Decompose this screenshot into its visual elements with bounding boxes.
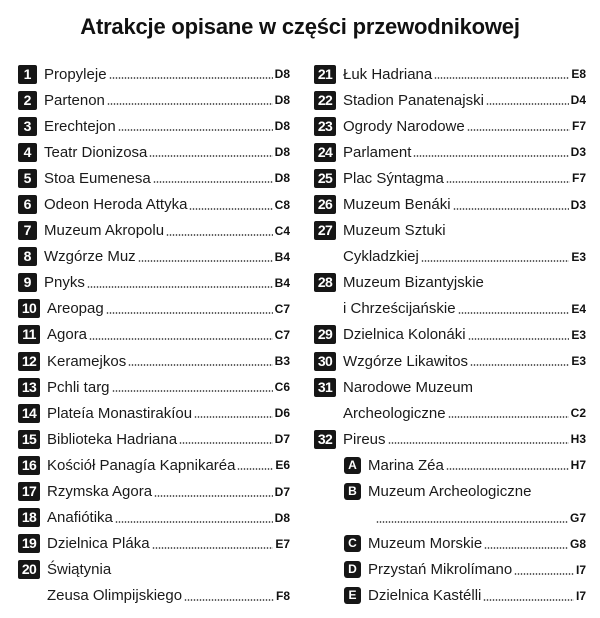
dot-leader	[467, 129, 570, 131]
attraction-name: Przystań Mikrolímano	[368, 561, 513, 579]
attraction-name: Marina Zéa	[368, 456, 444, 474]
attraction-name: Muzeum Bizantyjskie	[343, 274, 484, 292]
dot-leader	[446, 181, 570, 183]
attraction-name: Dzielnica Pláka	[47, 535, 150, 553]
number-badge: 5	[18, 169, 37, 188]
list-item	[18, 452, 290, 478]
number-badge: 18	[18, 508, 40, 527]
number-badge: 28	[314, 273, 336, 292]
number-badge: 32	[314, 430, 336, 449]
attraction-name: Muzeum Archeologiczne	[368, 483, 532, 501]
list-item	[18, 479, 290, 505]
number-badge: 26	[314, 195, 336, 214]
dot-leader	[112, 390, 273, 392]
map-grid-code: D8	[274, 93, 290, 108]
attraction-name: Odeon Heroda Attyka	[44, 196, 188, 214]
number-badge: 12	[18, 352, 40, 371]
dot-leader	[109, 77, 273, 79]
number-badge: 15	[18, 430, 40, 449]
dot-leader	[388, 442, 569, 444]
number-badge: 20	[18, 560, 40, 579]
dot-leader	[154, 495, 273, 497]
list-item-continuation	[314, 244, 586, 270]
attraction-name: Keramejkos	[47, 352, 127, 370]
attraction-name: Pchli targ	[47, 378, 110, 396]
map-grid-code: B4	[274, 275, 290, 290]
map-grid-code: C7	[274, 327, 290, 342]
attraction-name: Ogrody Narodowe	[343, 117, 465, 135]
dot-leader	[237, 468, 273, 470]
dot-leader	[128, 364, 272, 366]
number-badge: 23	[314, 117, 336, 136]
list-item	[18, 270, 290, 296]
attraction-name: Areopag	[47, 300, 104, 318]
list-item	[18, 87, 290, 113]
map-grid-code: G8	[569, 536, 586, 551]
sub-list-item	[314, 557, 586, 583]
number-badge: 29	[314, 325, 336, 344]
number-badge: 19	[18, 534, 40, 553]
list-item	[18, 374, 290, 400]
list-item	[18, 557, 290, 583]
map-grid-code: D3	[570, 197, 586, 212]
list-item	[314, 374, 586, 400]
list-item	[18, 505, 290, 531]
attraction-name: Muzeum Sztuki	[343, 222, 446, 240]
dot-leader	[453, 208, 569, 210]
number-badge: 10	[18, 299, 40, 318]
list-item	[18, 296, 290, 322]
attraction-name: Plateía Monastirakíou	[47, 404, 193, 422]
dot-leader	[194, 416, 273, 418]
sub-list-item	[314, 452, 586, 478]
list-item	[18, 322, 290, 348]
attractions-list-right	[314, 61, 586, 609]
attraction-name: Partenon	[44, 91, 105, 109]
attraction-name: Stoa Eumenesa	[44, 169, 151, 187]
number-badge: 30	[314, 352, 336, 371]
dot-leader	[179, 442, 273, 444]
dot-leader	[486, 103, 569, 105]
dot-leader	[468, 338, 570, 340]
map-grid-code: E3	[571, 327, 586, 342]
dot-leader	[376, 521, 568, 523]
dot-leader	[153, 181, 273, 183]
number-badge: 25	[314, 169, 336, 188]
letter-badge: A	[344, 457, 361, 474]
attraction-name: Pnyks	[44, 274, 85, 292]
list-item	[314, 113, 586, 139]
number-badge: 24	[314, 143, 336, 162]
map-grid-code: D8	[274, 171, 290, 186]
list-item	[314, 61, 586, 87]
attraction-name: i Chrześcijańskie	[343, 300, 456, 318]
attraction-name: Anafiótika	[47, 509, 113, 527]
map-grid-code: G7	[569, 510, 586, 525]
number-badge: 9	[18, 273, 37, 292]
number-badge: 1	[18, 65, 37, 84]
sub-list-item	[314, 531, 586, 557]
attraction-name: Narodowe Muzeum	[343, 378, 474, 396]
letter-badge: C	[344, 535, 361, 552]
dot-leader	[458, 312, 570, 314]
list-item	[18, 244, 290, 270]
map-grid-code: H7	[570, 458, 586, 473]
dot-leader	[115, 521, 273, 523]
list-item	[18, 191, 290, 217]
number-badge: 16	[18, 456, 40, 475]
map-grid-code: D7	[274, 484, 290, 499]
attraction-name: Propyleje	[44, 65, 107, 83]
dot-leader	[106, 312, 273, 314]
list-item	[314, 218, 586, 244]
number-badge: 31	[314, 378, 336, 397]
attraction-name: Kościół Panagía Kapnikaréa	[47, 456, 236, 474]
letter-badge: D	[344, 561, 361, 578]
list-item-continuation	[314, 296, 586, 322]
dot-leader	[514, 573, 574, 575]
attraction-name: Rzymska Agora	[47, 483, 153, 501]
map-grid-code: I7	[575, 562, 586, 577]
dot-leader	[446, 468, 569, 470]
dot-leader	[107, 103, 273, 105]
map-grid-code: F8	[275, 588, 290, 603]
map-grid-code: E4	[571, 301, 586, 316]
list-item	[18, 400, 290, 426]
attraction-name: Parlament	[343, 143, 412, 161]
attraction-name: Wzgórze Likawitos	[343, 352, 469, 370]
attraction-name: Świątynia	[47, 561, 112, 579]
dot-leader	[413, 155, 568, 157]
attraction-name: Muzeum Morskie	[368, 535, 483, 553]
number-badge: 21	[314, 65, 336, 84]
sub-list-item	[314, 479, 586, 505]
list-item-continuation	[18, 583, 290, 609]
attraction-name: Agora	[47, 326, 88, 344]
number-badge: 3	[18, 117, 37, 136]
list-item-continuation	[314, 400, 586, 426]
list-item	[18, 531, 290, 557]
attraction-name: Dzielnica Kastélli	[368, 587, 482, 605]
attraction-name: Łuk Hadriana	[343, 65, 433, 83]
map-grid-code: E3	[571, 354, 586, 369]
attraction-name: Archeologiczne	[343, 404, 446, 422]
list-item	[18, 113, 290, 139]
dot-leader	[184, 599, 274, 601]
map-grid-code: C7	[274, 301, 290, 316]
map-grid-code: I7	[575, 588, 586, 603]
number-badge: 22	[314, 91, 336, 110]
map-grid-code: B3	[274, 354, 290, 369]
list-item	[314, 165, 586, 191]
map-grid-code: C8	[274, 197, 290, 212]
list-item	[18, 165, 290, 191]
map-grid-code: D3	[570, 145, 586, 160]
number-badge: 17	[18, 482, 40, 501]
letter-badge: B	[344, 483, 361, 500]
dot-leader	[189, 208, 272, 210]
number-badge: 13	[18, 378, 40, 397]
dot-leader	[87, 286, 273, 288]
attraction-name: Plac Sýntagma	[343, 169, 444, 187]
attraction-name: Pireus	[343, 430, 386, 448]
attractions-list-left	[18, 61, 290, 609]
map-grid-code: D8	[274, 510, 290, 525]
map-grid-code: D7	[274, 432, 290, 447]
map-grid-code: D4	[570, 93, 586, 108]
attraction-name: Muzeum Benáki	[343, 196, 451, 214]
dot-leader	[448, 416, 569, 418]
attraction-name: Cykladzkiej	[343, 248, 419, 266]
number-badge: 27	[314, 221, 336, 240]
list-item	[18, 348, 290, 374]
map-grid-code: E7	[275, 536, 290, 551]
list-item	[314, 139, 586, 165]
map-grid-code: C4	[274, 223, 290, 238]
sub-list-item	[314, 583, 586, 609]
number-badge: 6	[18, 195, 37, 214]
number-badge: 2	[18, 91, 37, 110]
map-grid-code: D8	[274, 145, 290, 160]
map-grid-code: B4	[274, 249, 290, 264]
map-grid-code: E6	[275, 458, 290, 473]
attraction-name: Teatr Dionizosa	[44, 143, 148, 161]
map-grid-code: E3	[571, 249, 586, 264]
map-grid-code: D8	[274, 119, 290, 134]
list-item	[314, 322, 586, 348]
map-grid-code: F7	[571, 171, 586, 186]
dot-leader	[434, 77, 569, 79]
list-item	[18, 218, 290, 244]
number-badge: 8	[18, 247, 37, 266]
list-item	[18, 139, 290, 165]
dot-leader	[470, 364, 569, 366]
map-grid-code: C2	[570, 406, 586, 421]
attraction-name: Muzeum Akropolu	[44, 222, 165, 240]
map-grid-code: D6	[274, 406, 290, 421]
list-item	[314, 426, 586, 452]
dot-leader	[89, 338, 273, 340]
list-item	[314, 270, 586, 296]
attraction-name: Erechtejon	[44, 117, 116, 135]
page-title: Atrakcje opisane w części przewodnikowej	[80, 14, 520, 39]
number-badge: 11	[18, 325, 40, 344]
dot-leader	[483, 599, 574, 601]
attraction-name: Stadion Panatenajski	[343, 91, 484, 109]
list-item	[18, 61, 290, 87]
map-grid-code: F7	[571, 119, 586, 134]
list-item	[314, 348, 586, 374]
attraction-name: Biblioteka Hadriana	[47, 430, 178, 448]
map-grid-code: D8	[274, 67, 290, 82]
dot-leader	[152, 547, 274, 549]
attraction-name: Dzielnica Kolonáki	[343, 326, 466, 344]
attraction-name: Wzgórze Muz	[44, 248, 136, 266]
list-item	[314, 87, 586, 113]
dot-leader	[138, 260, 273, 262]
list-item	[314, 191, 586, 217]
list-item	[18, 426, 290, 452]
dot-leader	[149, 155, 272, 157]
map-grid-code: H3	[570, 432, 586, 447]
letter-badge: E	[344, 587, 361, 604]
dot-leader	[118, 129, 273, 131]
sub-list-item-continuation	[314, 505, 586, 531]
dot-leader	[166, 234, 273, 236]
number-badge: 14	[18, 404, 40, 423]
map-grid-code: E8	[571, 67, 586, 82]
dot-leader	[484, 547, 568, 549]
number-badge: 4	[18, 143, 37, 162]
number-badge: 7	[18, 221, 37, 240]
map-grid-code: C6	[274, 380, 290, 395]
attraction-name: Zeusa Olimpijskiego	[47, 587, 183, 605]
dot-leader	[421, 260, 569, 262]
